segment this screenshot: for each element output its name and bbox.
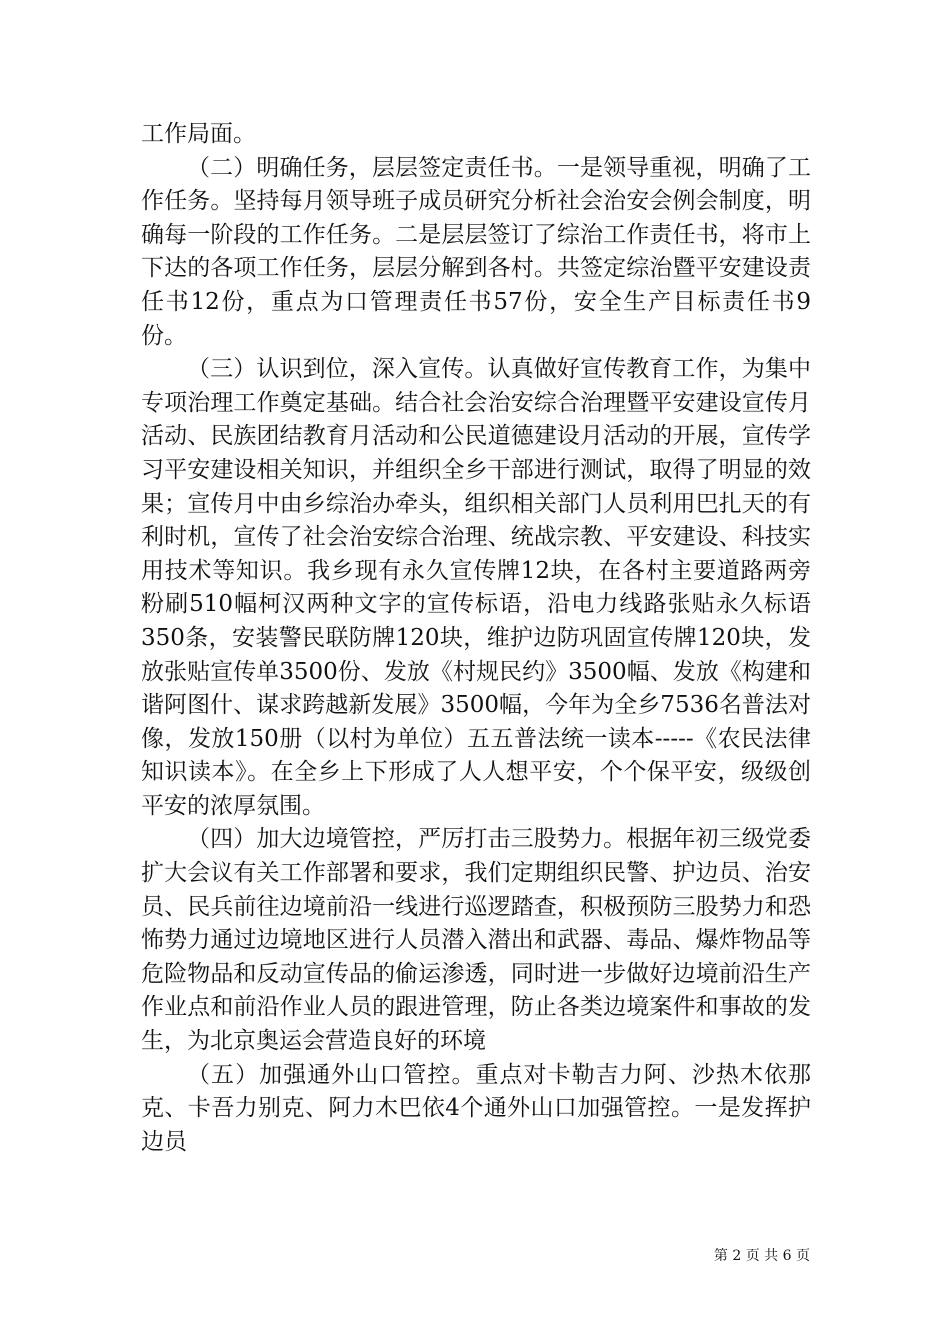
paragraph-continuation: 工作局面。 [141, 121, 256, 147]
paragraph-section-4: （四）加大边境管控，严厉打击三股势力。根据年初三级党委扩大会议有关工作部署和要求，我们定期组织民警、护边员、治安员、民兵前往边境前沿一线进行巡逻踏查，积极预防三股势力和恐怖势力通过边境地区进行人员潜入潜出和武器、毒品、爆炸物品等危险物品和反动宣传品的偷运渗透，同时进一步做好边境前沿生产作业点和前沿作业人员的跟进管理，防止各类边境案件和事故的发生，为北京奥运会营造良好的环境 [141, 826, 811, 1055]
paragraph-section-2: （二）明确任务，层层签定责任书。一是领导重视，明确了工作任务。坚持每月领导班子成员研究分析社会治安会例会制度，明确每一阶段的工作任务。二是层层签订了综治工作责任书，将市上下达的各项工作任务，层层分解到各村。共签定综治暨平安建设责任书12份，重点为口管理责任书57份，安全生产目标责任书9份。 [141, 154, 811, 349]
body-text [141, 118, 811, 1159]
paragraph-section-3: （三）认识到位，深入宣传。认真做好宣传教育工作，为集中专项治理工作奠定基础。结合社会治安综合治理暨平安建设宣传月活动、民族团结教育月活动和公民道德建设月活动的开展，宣传学习平安建设相关知识，并组织全乡干部进行测试，取得了明显的效果；宣传月中由乡综治办牵头，组织相关部门人员利用巴扎天的有利时机，宣传了社会治安综合治理、统战宗教、平安建设、科技实用技术等知识。我乡现有永久宣传牌12块，在各村主要道路两旁粉刷510幅柯汉两种文字的宣传标语，沿电力线路张贴永久标语350条，安装警民联防牌120块，维护边防巩固宣传牌120块，发放张贴宣传单3500份、发放《村规民约》3500幅、发放《构建和谐阿图什、谋求跨越新发展》3500幅，今年为全乡7536名普法对像，发放150册（以村为单位）五五普法统一读本-----《农民法律知识读本》。在全乡上下形成了人人想平安，个个保平安，级级创平安的浓厚氛围。 [141, 356, 811, 819]
paragraph-section-5: （五）加强通外山口管控。重点对卡勒吉力阿、沙热木依那克、卡吾力别克、阿力木巴依4个通外山口加强管控。一是发挥护边员 [141, 1061, 811, 1155]
page-number-footer: 第 2 页 共 6 页 [713, 1248, 810, 1264]
